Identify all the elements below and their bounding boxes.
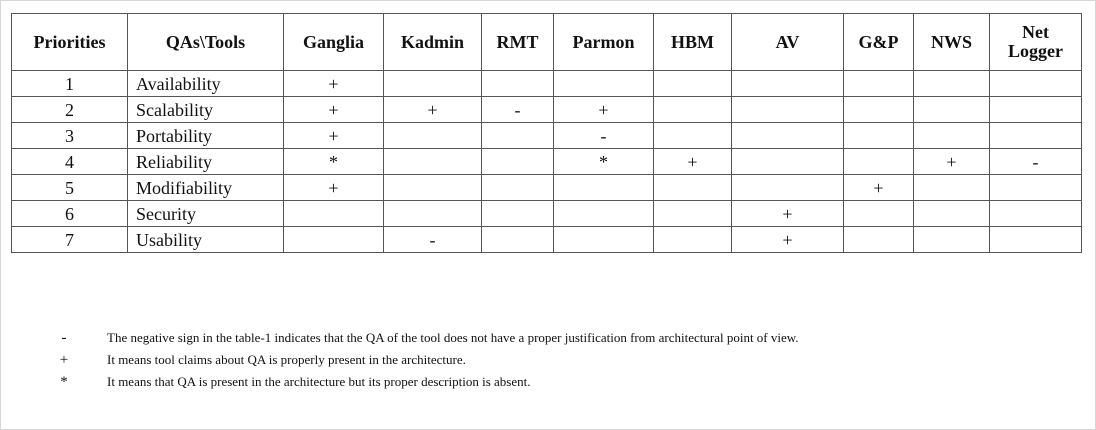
table-header-row: [12, 14, 1082, 71]
header-ganglia: Ganglia: [284, 14, 384, 71]
rating-cell: [384, 201, 482, 227]
net-logger-label: Net Logger: [1008, 22, 1063, 61]
qa-name-cell: Availability: [128, 71, 284, 97]
rating-cell: +: [384, 97, 482, 123]
rating-cell: [990, 201, 1082, 227]
legend-row: [21, 327, 799, 349]
qa-name-cell: Modifiability: [128, 175, 284, 201]
legend-row: [21, 371, 799, 393]
rating-cell: [384, 175, 482, 201]
priority-cell: 6: [12, 201, 128, 227]
qa-name-cell: Security: [128, 201, 284, 227]
priority-cell: 2: [12, 97, 128, 123]
qa-name-cell: Portability: [128, 123, 284, 149]
rating-cell: [732, 175, 844, 201]
header-qas-tools: QAs\Tools: [128, 14, 284, 71]
rating-cell: [914, 227, 990, 253]
rating-cell: [914, 175, 990, 201]
header-rmt: RMT: [482, 14, 554, 71]
table-row: [12, 123, 1082, 149]
rating-cell: [844, 97, 914, 123]
priority-cell: 3: [12, 123, 128, 149]
rating-cell: +: [914, 149, 990, 175]
header-av: AV: [732, 14, 844, 71]
rating-cell: [554, 175, 654, 201]
rating-cell: +: [284, 175, 384, 201]
rating-cell: [482, 227, 554, 253]
table-row: [12, 97, 1082, 123]
legend-symbol: *: [60, 373, 68, 390]
rating-cell: [284, 201, 384, 227]
rating-cell: [990, 175, 1082, 201]
qa-name-cell: Scalability: [128, 97, 284, 123]
rating-cell: [914, 201, 990, 227]
rating-cell: -: [482, 97, 554, 123]
header-kadmin: Kadmin: [384, 14, 482, 71]
rating-cell: [990, 71, 1082, 97]
rating-cell: [844, 149, 914, 175]
rating-cell: +: [284, 123, 384, 149]
priority-cell: 5: [12, 175, 128, 201]
qa-name-cell: Reliability: [128, 149, 284, 175]
priority-cell: 1: [12, 71, 128, 97]
table-row: [12, 227, 1082, 253]
header-priorities: Priorities: [12, 14, 128, 71]
rating-cell: [844, 123, 914, 149]
rating-cell: [654, 71, 732, 97]
rating-cell: [914, 123, 990, 149]
rating-cell: [654, 175, 732, 201]
legend-symbol: +: [59, 351, 69, 368]
table-row: [12, 201, 1082, 227]
rating-cell: *: [284, 149, 384, 175]
rating-cell: [732, 97, 844, 123]
qa-name-cell: Usability: [128, 227, 284, 253]
legend-text: It means that QA is present in the architecture but its proper description is absent.: [107, 374, 531, 389]
rating-cell: [844, 71, 914, 97]
rating-cell: [732, 123, 844, 149]
table-row: [12, 149, 1082, 175]
rating-cell: [990, 97, 1082, 123]
rating-cell: [482, 175, 554, 201]
rating-cell: -: [384, 227, 482, 253]
rating-cell: -: [554, 123, 654, 149]
rating-cell: +: [732, 227, 844, 253]
legend-row: [21, 349, 799, 371]
rating-cell: [654, 97, 732, 123]
rating-cell: -: [990, 149, 1082, 175]
legend-text: It means tool claims about QA is properly present in the architecture.: [107, 352, 466, 367]
rating-cell: +: [554, 97, 654, 123]
rating-cell: [990, 123, 1082, 149]
header-parmon: Parmon: [554, 14, 654, 71]
rating-cell: [732, 149, 844, 175]
header-nws: NWS: [914, 14, 990, 71]
rating-cell: [482, 71, 554, 97]
header-hbm: HBM: [654, 14, 732, 71]
rating-cell: +: [284, 97, 384, 123]
rating-cell: [554, 71, 654, 97]
rating-cell: *: [554, 149, 654, 175]
rating-cell: [654, 227, 732, 253]
table-row: [12, 71, 1082, 97]
priority-cell: 4: [12, 149, 128, 175]
table-body: [12, 71, 1082, 253]
rating-cell: [482, 123, 554, 149]
rating-cell: [844, 227, 914, 253]
header-gp: G&P: [844, 14, 914, 71]
priority-cell: 7: [12, 227, 128, 253]
rating-cell: +: [654, 149, 732, 175]
rating-cell: [654, 123, 732, 149]
rating-cell: [384, 71, 482, 97]
legend: [21, 327, 799, 393]
rating-cell: [654, 201, 732, 227]
rating-cell: [482, 149, 554, 175]
rating-cell: [554, 201, 654, 227]
rating-cell: [554, 227, 654, 253]
legend-text: The negative sign in the table-1 indicates that the QA of the tool does not have a proper justification from architectural point of view.: [107, 330, 799, 345]
rating-cell: [844, 201, 914, 227]
rating-cell: +: [284, 71, 384, 97]
table-row: [12, 175, 1082, 201]
qa-tools-table: [11, 13, 1082, 253]
rating-cell: [990, 227, 1082, 253]
rating-cell: [482, 201, 554, 227]
rating-cell: [284, 227, 384, 253]
rating-cell: [914, 97, 990, 123]
header-net-logger: [990, 14, 1082, 71]
rating-cell: +: [844, 175, 914, 201]
rating-cell: [384, 149, 482, 175]
legend-symbol: -: [61, 329, 67, 346]
rating-cell: +: [732, 201, 844, 227]
rating-cell: [384, 123, 482, 149]
rating-cell: [914, 71, 990, 97]
rating-cell: [732, 71, 844, 97]
